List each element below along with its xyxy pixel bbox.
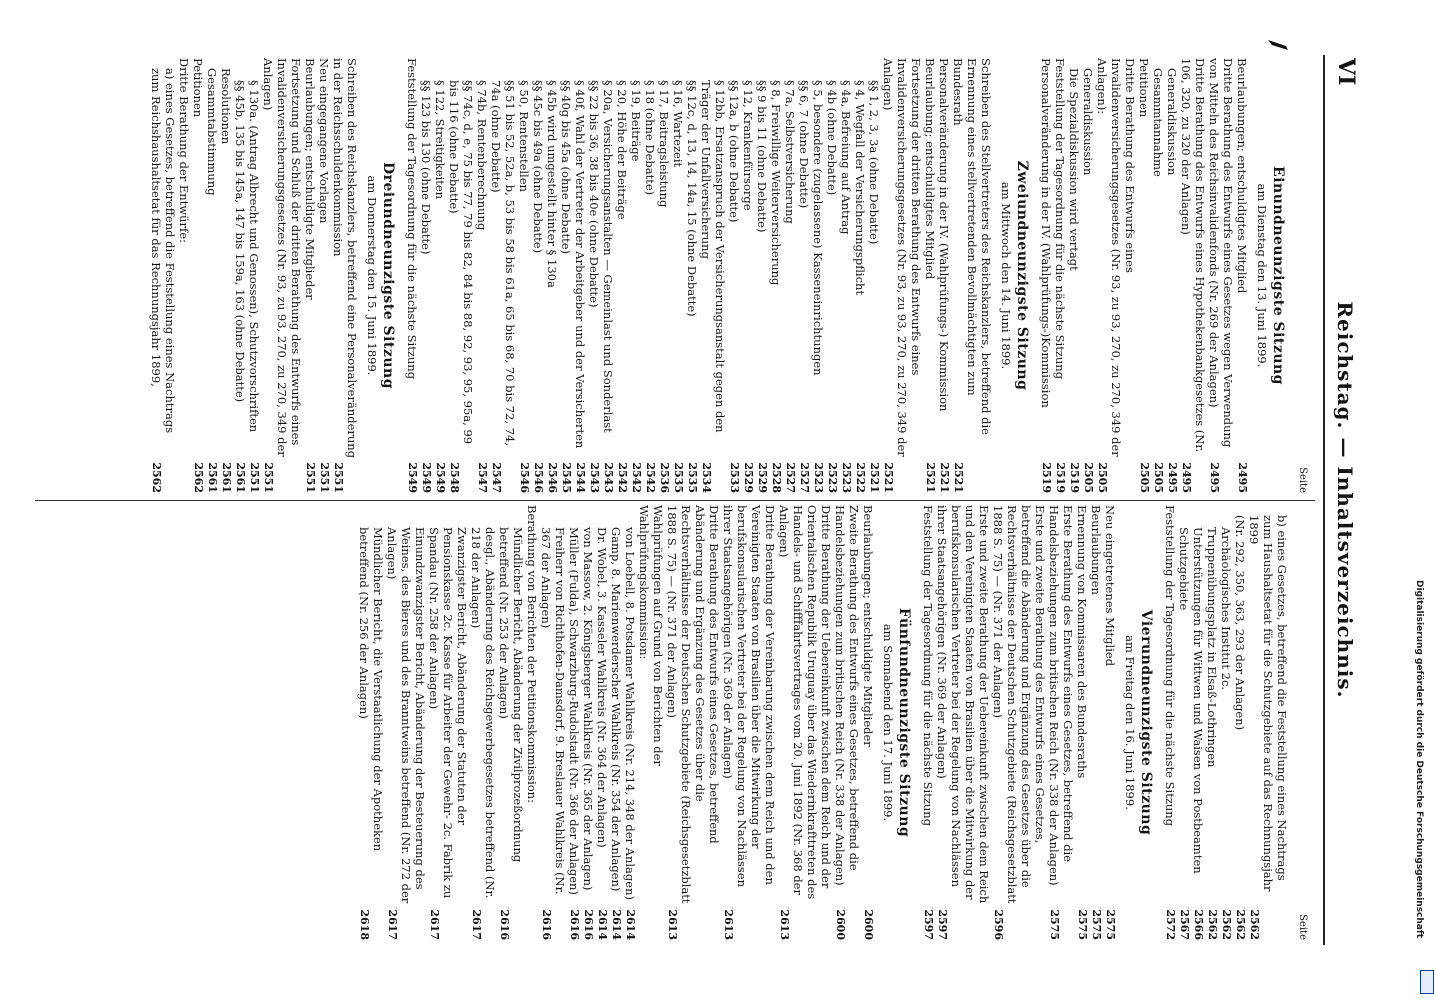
toc-entry-text: Beurlaubung; entschuldigtes Mitglied	[923, 58, 937, 280]
toc-entry	[921, 505, 935, 940]
toc-entry-text: b) eines Gesetzes, betreffend die Feststellung eines Nachtrags zum Haushaltsetat für die Schutzgebiete auf das Rechnungsjahr 1899	[1247, 515, 1289, 892]
toc-page-number: 2521	[938, 462, 951, 493]
toc-entry-text: § 20a, Versicherungsanstalten — Gemeinlast und Sonderlast	[601, 80, 615, 433]
toc-page-number: 2562	[1234, 909, 1247, 940]
toc-entry-text: Schreiben des Reichskanzlers, betreffend eine Personalveränderung in der Reichsschuldenkommission	[331, 58, 359, 459]
toc-entry-text: §§ 51 bis 52, 52a, b, 53 bis 58 bis 61a, 65 bis 68, 70 bis 72, 74, 74a (ohne Debatte)	[489, 80, 517, 446]
toc-entry	[581, 505, 595, 940]
toc-page-number: 2617	[428, 909, 441, 940]
toc-entry	[797, 58, 811, 493]
toc-page-number: 2523	[826, 462, 839, 493]
toc-entry-text: Feststellung der Tagesordnung für die nächste Sitzung	[1163, 505, 1177, 827]
toc-entry-text: § 40f, Wahl der Vertreter der Arbeitgeber und der Versicherten	[573, 80, 587, 449]
seite-label: Seite	[1297, 467, 1308, 493]
toc-page-number: 2613	[778, 909, 791, 940]
toc-entry-text: §§ 12c, d, 13, 14, 14a, 15 (ohne Debatte)	[685, 80, 699, 317]
toc-page-number: 2505	[1082, 462, 1095, 493]
toc-entry-text: § 50, Rentenstellen	[517, 80, 531, 192]
toc-page-number: 2562	[192, 462, 205, 493]
toc-entry	[475, 58, 489, 493]
toc-entry-text: § 4, Wegfall der Versicherungspflicht	[853, 80, 867, 296]
toc-page-number: 2551	[332, 462, 345, 493]
toc-page-number: 2616	[540, 909, 553, 940]
toc-page-number: 2528	[770, 462, 783, 493]
toc-entry-text: §§ 40g bis 45a (ohne Debatte)	[559, 80, 573, 255]
toc-entry-text: von Massow, 2. Königsberger Wahlkreis (Nr. 365 der Anlagen)	[581, 527, 595, 891]
toc-page-number: 2543	[588, 462, 601, 493]
toc-entry-text: Erste und zweite Berathung des Entwurfs eines Gesetzes, betreffend die Abänderung und Ergänzung des Gesetzes über die Rechtsverhältnisse der Deutschen Schutzgebiete (Reichsgesetzblatt 1888 S. 75) — (Nr. 371 der Anlagen)	[991, 505, 1047, 904]
toc-entry	[405, 58, 419, 493]
toc-entry	[825, 58, 839, 493]
toc-page-number: 2545	[560, 462, 573, 493]
toc-page-number: 2519	[1068, 462, 1081, 493]
toc-page-number: 2529	[742, 462, 755, 493]
toc-entry	[567, 505, 581, 940]
toc-page-number: 2596	[992, 909, 1005, 940]
toc-entry	[783, 58, 797, 493]
toc-entry-text: § 17, Beitragsleistung	[657, 80, 671, 208]
session-date: am Mittwoch den 14. Juni 1899.	[999, 181, 1013, 370]
toc-page-number: 2562	[150, 462, 163, 493]
toc-page-number: 2617	[386, 909, 399, 940]
toc-entry	[1235, 58, 1249, 493]
toc-entry	[951, 58, 993, 493]
toc-entry-text: Resolutionen	[219, 68, 233, 145]
toc-entry-text: § 8, Freiwillige Weiterversicherung	[769, 80, 783, 286]
toc-page-number: 2618	[358, 909, 371, 940]
toc-page-number: 2600	[862, 909, 875, 940]
toc-entry	[419, 58, 433, 493]
toc-entry	[539, 505, 567, 940]
toc-entry-text: Beurlaubungen	[1089, 505, 1103, 595]
toc-page-number: 2527	[798, 462, 811, 493]
toc-entry	[637, 505, 665, 940]
toc-entry	[517, 58, 531, 493]
pen-mark-icon	[1266, 37, 1290, 51]
toc-page-number: 2521	[952, 462, 965, 493]
toc-page-number: 2495	[1166, 462, 1179, 493]
toc-entry	[205, 58, 219, 493]
toc-page-number: 2616	[498, 909, 511, 940]
toc-entry	[867, 58, 881, 493]
toc-entry	[1179, 58, 1207, 493]
toc-page-number: 2495	[1236, 462, 1249, 493]
toc-entry-text: Mündlicher Bericht, Abänderung der Zivilprozeßordnung betreffend (Nr. 253 der Anlagen)	[497, 527, 525, 863]
toc-entry	[427, 505, 469, 940]
toc-entry	[1047, 505, 1075, 940]
toc-entry-text: Berathung von Berichten der Petitionskommission:	[525, 505, 539, 803]
toc-entry-text: Dritte Berathung des Entwurfs eines Gesetzes wegen Verwendung von Mitteln des Reichsinvalidenfonds (Nr. 269 der Anlagen)	[1207, 58, 1235, 448]
toc-entry-text: Freiherr von Richthofen-Damsdorf, 9. Breslauer Wahlkreis (Nr. 367 der Anlagen)	[539, 527, 567, 895]
toc-entry-text: Fortsetzung und Schluß der dritten Berathung des Entwurfs eines Invalidenversicherungsgesetzes (Nr. 93, zu 93, 270, zu 270, 349 der Anlagen)	[261, 58, 303, 457]
toc-entry	[1219, 505, 1233, 940]
toc-entry-text: Feststellung der Tagesordnung für die nächste Sitzung	[1053, 58, 1067, 380]
toc-page-number: 2495	[1208, 462, 1221, 493]
toc-entry	[881, 58, 923, 493]
right-column	[357, 505, 1309, 940]
toc-entry-text: Erste Berathung des Entwurfs eines Gesetzes, betreffend die Handelsbeziehungen zum britischen Reich (Nr. 338 der Anlagen)	[1047, 505, 1075, 886]
toc-entry-text: Ernennung von Kommissaren des Bundesraths	[1075, 505, 1089, 779]
toc-page-number: 2542	[644, 462, 657, 493]
toc-entry	[609, 505, 623, 940]
toc-entry	[1039, 58, 1053, 493]
toc-entry	[261, 58, 303, 493]
toc-page-number: 2551	[248, 462, 261, 493]
toc-entry	[497, 505, 525, 940]
toc-page-number: 2535	[686, 462, 699, 493]
toc-entry-text: Neu eingegangene Vorlagen	[317, 58, 331, 224]
toc-page-number: 2523	[812, 462, 825, 493]
toc-page-number: 2562	[1206, 909, 1219, 940]
toc-entry	[1205, 505, 1219, 940]
toc-entry	[657, 58, 671, 493]
session-heading: Einundneunzigste Sitzung	[1270, 166, 1286, 385]
toc-entry	[839, 58, 853, 493]
toc-entry	[769, 58, 783, 493]
session-heading: Dreiundneunzigste Sitzung	[380, 161, 396, 389]
toc-entry	[247, 58, 261, 493]
toc-entry-text: Schreiben des Stellvertreters des Reichskanzlers, betreffend die Ernennung eines stellvertretenden Bevollmächtigten zum Bundesrath	[951, 58, 993, 435]
toc-entry	[685, 58, 699, 493]
toc-entry-text: (Nr. 292, 350, 363, 293 der Anlagen)	[1233, 515, 1247, 731]
toc-page-number: 2542	[630, 462, 643, 493]
toc-entry-text: a) eines Gesetzes, betreffend die Feststellung eines Nachtrags zum Reichshaushaltsetat für das Rechnungsjahr 1899,	[149, 68, 177, 434]
toc-page-number: 2613	[666, 909, 679, 940]
toc-entry	[811, 58, 825, 493]
toc-entry-text: § 20, Höhe der Beiträge	[615, 80, 629, 220]
toc-entry-text: Gamp, 8. Marienwerderscher Wahlkreis (Nr. 354 der Anlagen)	[609, 527, 623, 892]
toc-page-number: 2616	[568, 909, 581, 940]
toc-entry-text: Beurlaubungen; entschuldigte Mitglieder	[861, 505, 875, 747]
toc-page-number: 2614	[610, 909, 623, 940]
toc-entry	[665, 505, 721, 940]
toc-entry	[1067, 58, 1081, 493]
toc-entry	[433, 58, 447, 493]
toc-entry-text: Generaldiskussion	[1081, 68, 1095, 176]
toc-entry-text: Schutzgebiete	[1177, 527, 1191, 611]
toc-page-number: 2567	[1178, 909, 1191, 940]
toc-entry	[469, 505, 497, 940]
toc-page-number: 2561	[206, 462, 219, 493]
toc-entry-text: Petitionen	[191, 58, 205, 118]
toc-page-number: 2519	[1040, 462, 1053, 493]
toc-page-number: 2617	[470, 909, 483, 940]
toc-page-number: 2534	[700, 462, 713, 493]
left-column	[149, 58, 1309, 493]
toc-page-number: 2562	[1248, 909, 1261, 940]
toc-entry	[525, 505, 539, 940]
toc-entry	[531, 58, 545, 493]
toc-page-number: 2551	[318, 462, 331, 493]
toc-entry	[699, 58, 727, 493]
toc-entry-text: §§ 45b, 135 bis 145a, 147 bis 159a, 163 (ohne Debatte)	[233, 80, 247, 403]
toc-entry	[935, 505, 991, 940]
session-date: am Sonnabend den 17. Juni 1899.	[881, 623, 895, 822]
toc-page-number: 2522	[854, 462, 867, 493]
toc-page-number: 2505	[1152, 462, 1165, 493]
toc-entry-text: § 122, Streitigkeiten	[433, 80, 447, 200]
toc-entry	[727, 58, 741, 493]
toc-entry-text: Petitionen	[1137, 58, 1151, 118]
toc-entry-text: § 45b wird umgestellt hinter § 130a	[545, 80, 559, 288]
toc-page-number: 2566	[1192, 909, 1205, 940]
toc-page-number: 2561	[234, 462, 247, 493]
toc-entry-text: Dritte Berathung der Vereinbarung zwischen dem Reich und den Vereinigten Staaten von Brasilien über die Mitwirkung der berufskonsularischen Vertreter bei der Regelung von Nachlässen ihrer Staatsangehörigen (Nr. 369 der Anlagen)	[721, 505, 777, 887]
toc-entry	[149, 58, 177, 493]
page-header	[1317, 0, 1365, 1000]
toc-entry-text: Dr. Wobel, 3. Kasseler Wahlkreis (Nr. 364 der Anlagen)	[595, 527, 609, 848]
toc-entry	[385, 505, 427, 940]
toc-entry-text: Dritte Berathung des Entwurfs eines Gesetzes, betreffend Abänderung und Ergänzung des Gesetzes über die Rechtsverhältnisse der Deutschen Schutzgebiete (Reichsgesetzblatt 1888 S. 75) — (Nr. 371 der Anlagen)	[665, 505, 721, 904]
toc-entry-text: Beurlaubungen; entschuldigte Mitglieder	[303, 58, 317, 300]
toc-entry	[317, 58, 331, 493]
session-date: am Freitag den 16. Juni 1899.	[1123, 635, 1137, 810]
toc-entry-text: §§ 74c, d, e, 75 bis 77, 79 bis 82, 84 bis 88, 92, 93, 95, 95a, 99 bis 116 (ohne Debatte)	[447, 80, 475, 445]
toc-page-number: 2505	[1138, 462, 1151, 493]
toc-entry	[853, 58, 867, 493]
toc-page-number: 2542	[616, 462, 629, 493]
toc-page-number: 2562	[1220, 909, 1233, 940]
dfg-logo	[1420, 970, 1434, 994]
toc-entry	[559, 58, 573, 493]
toc-page-number: 2519	[1054, 462, 1067, 493]
toc-entry-text: von Loebell, 8. Potsdamer Wahlkreis (Nr. 214, 348 der Anlagen)	[623, 527, 637, 900]
toc-entry	[489, 58, 517, 493]
toc-entry	[1081, 58, 1095, 493]
toc-entry	[1247, 505, 1289, 940]
page-number: VI	[1333, 58, 1359, 86]
toc-entry-text: §§ 123 bis 130 (ohne Debatte)	[419, 80, 433, 255]
toc-entry	[643, 58, 657, 493]
toc-page-number: 2548	[448, 462, 461, 493]
toc-entry-text: Mündlicher Bericht, die Verstaatlichung der Apotheken betreffend (Nr. 256 der Anlagen)	[357, 527, 385, 852]
toc-page-number: 2561	[220, 462, 233, 493]
toc-entry-text: § 5, besondere (zugelassene) Kasseneinrichtungen	[811, 80, 825, 376]
toc-page-number: 2527	[784, 462, 797, 493]
toc-entry	[191, 58, 205, 493]
toc-entry	[587, 58, 601, 493]
toc-entry-text: Truppenübungsplatz in Elsaß-Lothringen	[1205, 527, 1219, 768]
toc-entry	[755, 58, 769, 493]
toc-entry-text: §§ 45c bis 49a (ohne Debatte)	[531, 80, 545, 254]
toc-page-number: 2551	[304, 462, 317, 493]
toc-page-number: 2546	[532, 462, 545, 493]
toc-entry-text: Gesammtabstimmung	[205, 68, 219, 196]
toc-entry	[1103, 505, 1117, 940]
toc-entry-text: Dritte Berathung des Entwurfs eines Hypothekenbankgesetzes (Nr. 106, 320, zu 320 der Anlagen)	[1179, 58, 1207, 453]
toc-page-number: 2613	[722, 909, 735, 940]
toc-page-number: 2614	[596, 909, 609, 940]
toc-entry-text: Zweite Berathung des Entwurfs eines Gesetzes, betreffend die Handelsbeziehungen zum britischen Reich (Nr. 338 der Anlagen)	[833, 505, 861, 886]
toc-entry	[601, 58, 615, 493]
toc-entry-text: § 12, Krankenfürsorge	[741, 80, 755, 211]
toc-entry-text: § 130a. (Antrag Albrecht und Genossen), Schutzvorschriften	[247, 80, 261, 433]
toc-entry	[1233, 505, 1247, 940]
toc-entry-text: Die Spezialdiskussion wird vertagt	[1067, 68, 1081, 271]
toc-entry	[1207, 58, 1235, 493]
toc-entry	[545, 58, 559, 493]
toc-page-number: 2523	[840, 462, 853, 493]
toc-entry-text: Feststellung der Tagesordnung für die nächste Sitzung	[921, 505, 935, 827]
toc-page-number: 2533	[728, 462, 741, 493]
toc-page-number: 2572	[1164, 909, 1177, 940]
toc-page-number: 2529	[756, 462, 769, 493]
column-divider	[35, 500, 1315, 501]
toc-page-number: 2544	[574, 462, 587, 493]
toc-entry-text: § 74b, Rentenberechnung	[475, 80, 489, 231]
toc-entry	[991, 505, 1047, 940]
page-title: Reichstag. — Inhaltsverzeichnis.	[1333, 301, 1357, 699]
toc-entry-text: § 19, Beiträge	[629, 80, 643, 162]
toc-entry-text: § 16, Wartezeit	[671, 80, 685, 168]
toc-entry	[615, 58, 629, 493]
toc-entry	[833, 505, 861, 940]
toc-page-number: 2546	[546, 462, 559, 493]
session-heading: Vierundneunzigste Sitzung	[1138, 609, 1154, 836]
toc-entry-text: Einundzwanzigster Bericht, Abänderung der Besteuerung des Weines, des Bieres und des Branntweins betreffend (Nr. 272 der Anlagen)	[385, 527, 427, 904]
toc-entry-text: § 7a, Selbstversicherung	[783, 80, 797, 224]
toc-entry-text: Dritte Berathung der Entwürfe:	[177, 58, 191, 243]
toc-page-number: 2575	[1090, 909, 1103, 940]
toc-entry	[331, 58, 359, 493]
document-page	[25, 0, 1365, 1000]
toc-entry-text: Personalveränderung in der IV. (Wahlprüfungs-) Kommission	[937, 58, 951, 412]
toc-page-number: 2549	[406, 462, 419, 493]
toc-page-number: 2543	[602, 462, 615, 493]
toc-entry	[741, 58, 755, 493]
toc-entry-text: §§ 9 bis 11 (ohne Debatte)	[755, 80, 769, 233]
toc-page-number: 2614	[624, 909, 637, 940]
toc-entry	[721, 505, 777, 940]
toc-entry-text: Neu eingetretenes Mitglied	[1103, 505, 1117, 667]
toc-entry	[1191, 505, 1205, 940]
toc-page-number: 2521	[882, 462, 895, 493]
toc-entry	[447, 58, 475, 493]
toc-page-number: 2597	[922, 909, 935, 940]
session-date: am Dienstag den 13. Juni 1899.	[1255, 183, 1269, 368]
toc-page-number: 2616	[582, 909, 595, 940]
toc-entry	[861, 505, 875, 940]
toc-entry-text: Dritte Berathung der Uebereinkunft zwischen dem Reich und der Orientalischen Republik Uruguay über das Wiederinkrafttreten des Handels- und Schifffahrtsvertrages vom 20. Juni 1892 (Nr. 368 der Anlagen)	[777, 505, 833, 900]
toc-page-number: 2547	[476, 462, 489, 493]
toc-entry-text: Erste und zweite Berathung der Uebereinkunft zwischen dem Reich und den Vereinigten Staaten von Brasilien über die Mitwirkung der berufskonsularischen Vertreter bei der Regelung von Nachlässen ihrer Staatsangehörigen (Nr. 369 der Anlagen)	[935, 505, 991, 904]
toc-page-number: 2549	[434, 462, 447, 493]
toc-entry	[923, 58, 937, 493]
toc-entry	[303, 58, 317, 493]
toc-page-number: 2536	[658, 462, 671, 493]
toc-entry	[177, 58, 191, 493]
toc-entry-text: §§ 22 bis 36, 38 bis 40e (ohne Debatte)	[587, 80, 601, 308]
toc-entry-text: §§ 12a, b (ohne Debatte)	[727, 80, 741, 223]
toc-entry	[595, 505, 609, 940]
toc-page-number: 2551	[262, 462, 275, 493]
toc-entry	[1095, 58, 1137, 493]
toc-entry	[937, 58, 951, 493]
toc-entry	[219, 58, 233, 493]
toc-entry	[573, 58, 587, 493]
toc-page-number: 2597	[936, 909, 949, 940]
toc-entry-text: Unterstützungen für Wittwen und Waisen von Postbeamten	[1191, 527, 1205, 874]
toc-entry	[629, 58, 643, 493]
toc-entry-text: Generaldiskussion	[1165, 68, 1179, 176]
toc-entry-text: Archäologisches Institut 2c.	[1219, 527, 1233, 691]
toc-entry	[1089, 505, 1103, 940]
toc-entry	[671, 58, 685, 493]
toc-page-number: 2600	[834, 909, 847, 940]
toc-entry-text: Feststellung der Tagesordnung für die nächste Sitzung	[405, 58, 419, 380]
session-date: am Donnerstag den 15. Juni 1899.	[365, 175, 379, 376]
toc-page-number: 2549	[420, 462, 433, 493]
toc-entry	[1163, 505, 1177, 940]
toc-page-number: 2535	[672, 462, 685, 493]
toc-entry-text: Wahlprüfungen auf Grund von Berichten der Wahlprüfungskommission:	[637, 505, 665, 766]
toc-entry	[777, 505, 833, 940]
toc-entry-text: §§ 6, 7 (ohne Debatte)	[797, 80, 811, 209]
session-heading: Fünfundneunzigste Sitzung	[896, 607, 912, 838]
toc-page-number: 2575	[1048, 909, 1061, 940]
toc-page-number: 2575	[1104, 909, 1117, 940]
toc-entry-text: Personalveränderung in der IV. (Wahlprüfungs-)Kommission	[1039, 58, 1053, 408]
toc-page-number: 2521	[868, 462, 881, 493]
toc-entry-text: Beurlaubungen; entschuldigtes Mitglied	[1235, 58, 1249, 294]
toc-entry-text: § 12bb, Ersatzanspruch der Versicherungsanstalt gegen den Träger der Unfallversicherung	[699, 80, 727, 433]
toc-entry-text: § 18 (ohne Debatte)	[643, 80, 657, 196]
toc-entry-text: §§ 1, 2, 3, 3a (ohne Debatte)	[867, 80, 881, 245]
toc-entry	[1177, 505, 1191, 940]
toc-page-number: 2547	[490, 462, 503, 493]
toc-page-number: 2546	[518, 462, 531, 493]
toc-entry	[233, 58, 247, 493]
toc-entry-text: Dritte Berathung des Entwurfs eines Invalidenversicherungsgesetzes (Nr. 93, zu 93, 270, zu 270, 349 der Anlagen):	[1095, 58, 1137, 457]
header-rule	[1323, 55, 1325, 945]
toc-entry	[1137, 58, 1151, 493]
toc-entry-text: § 4a, Befreiung auf Antrag	[839, 80, 853, 235]
seite-label: Seite	[1297, 914, 1308, 940]
toc-entry-text: Zwanzigster Bericht, Abänderung der Statuten der Pensionskasse 2c. Kasse für Arbeiter der Gewehr- 2c. Fabrik zu Spandau (Nr. 258 der Anlagen)	[427, 527, 469, 899]
toc-entry	[623, 505, 637, 940]
toc-entry	[1151, 58, 1165, 493]
toc-page-number: 2505	[1096, 462, 1109, 493]
session-heading: Zweiundneunzigste Sitzung	[1014, 160, 1030, 391]
toc-entry-text: Fortsetzung der dritten Berathung des Entwurfs eines Invalidenversicherungsgesetzes (Nr. 93, zu 93, 270, zu 270, 349 der Anlagen)	[881, 58, 923, 457]
toc-entry	[1165, 58, 1179, 493]
toc-entry-text: § 4b (ohne Debatte)	[825, 80, 839, 196]
toc-entry-text: Müller (Fulda), Schwarzburg-Rudolstadt (Nr. 366 der Anlagen)	[567, 527, 581, 895]
toc-entry-text: desgl., Abänderung des Reichsgewerbegesetzes betreffend (Nr. 218 der Anlagen)	[469, 527, 497, 899]
toc-page-number: 2495	[1180, 462, 1193, 493]
toc-entry	[1053, 58, 1067, 493]
toc-entry	[1075, 505, 1089, 940]
toc-page-number: 2575	[1076, 909, 1089, 940]
toc-entry	[357, 505, 385, 940]
toc-entry-text: Gesammtannahme	[1151, 68, 1165, 177]
toc-page-number: 2521	[924, 462, 937, 493]
funding-note-text: Digitalisierung gefördert durch die Deutsche Forschungsgemeinschaft	[1414, 580, 1424, 939]
